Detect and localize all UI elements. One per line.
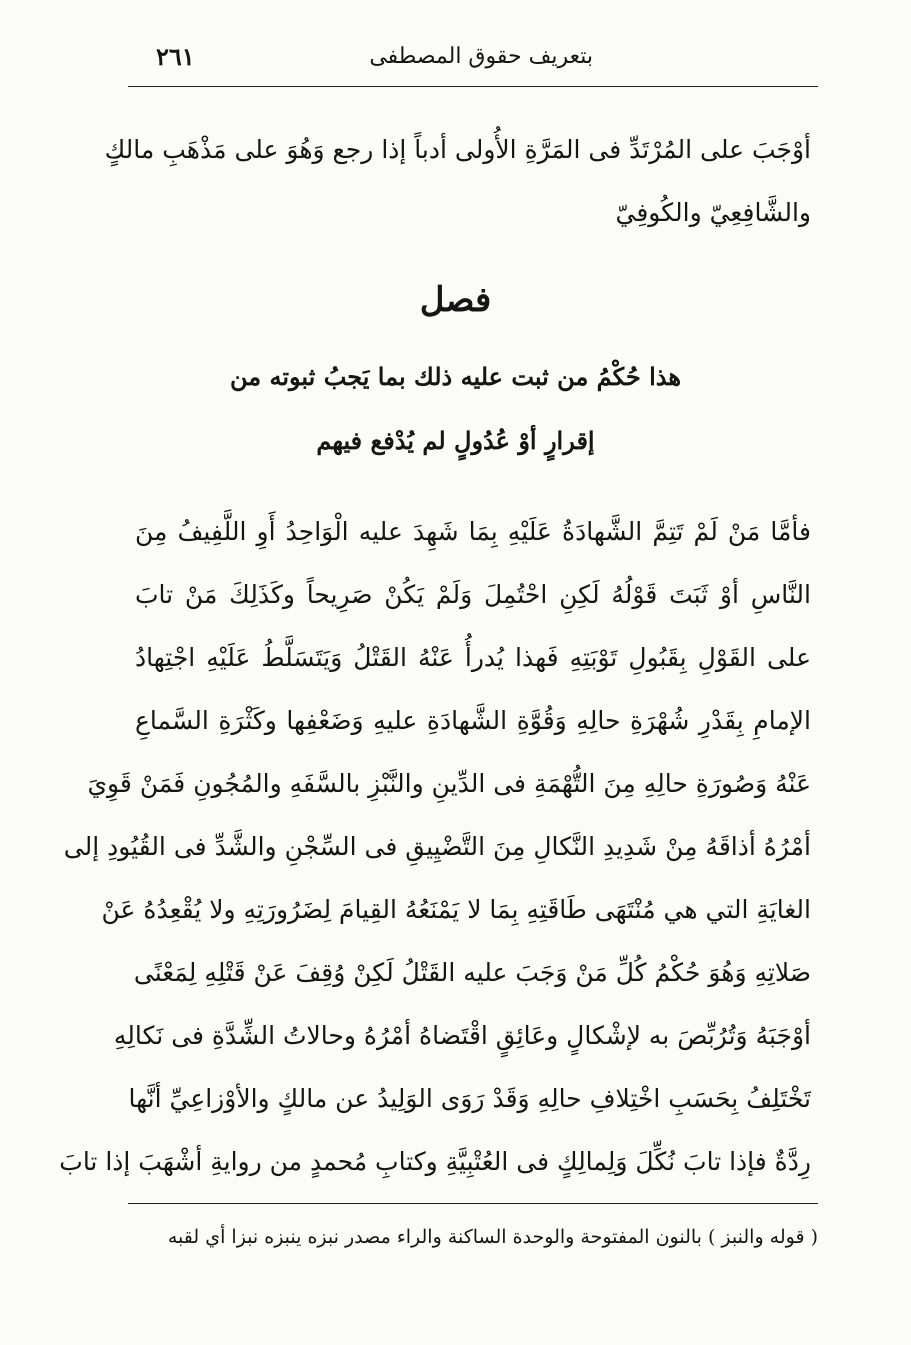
page-number: ٢٦١ (156, 42, 195, 71)
body-paragraph (59, 500, 811, 1193)
text-line: تَخْتَلِفُ بِحَسَبِ اخْتِلافِ حالِهِ وَقَدْ رَوَى الوَلِيدُ عن مالكٍ والأوْزاعِيِّ أنَّها (128, 1084, 811, 1113)
text-line: النَّاسِ أوْ ثَبَتَ قَوْلُهُ لَكِنِ احْتُمِلَ وَلَمْ يَكُنْ صَرِيحاً وكَذَلِكَ مَنْ تابَ (135, 580, 811, 609)
section-subheading: إقرارٍ أوْ عُدُولٍ لم يُدْفع فيهم (316, 426, 595, 455)
running-title: بتعريف حقوق المصطفى (369, 44, 593, 69)
footnote-rule (128, 1203, 818, 1204)
text-line: على القَوْلِ بِقَبُولِ تَوْبَتِهِ فَهذا يُدرأُ عَنْهُ القَتْلُ وَيَتَسَلَّطُ عَلَيْهِ اجْتِهادُ (135, 643, 811, 672)
text-line: أوْجَبَهُ وَتُرُبِّصَ به لإشْكالٍ وعَائِقٍ اقْتَضاهُ أمْرُهُ وحالاتُ الشِّدَّةِ فى نَكالِهِ (113, 1021, 811, 1050)
header-rule (128, 86, 818, 87)
text-line: الغايَةِ التي هي مُنْتَهَى طَاقَتِهِ بِمَا لا يَمْنَعُهُ القِيامَ لِضَرُورَتِهِ ولا يُقْعِدُهُ عَنْ (101, 895, 811, 924)
intro-paragraph (104, 118, 811, 244)
footnote: ( قوله والنبز ) بالنون المفتوحة والوحدة الساكنة والراء مصدر نبزه ينبزه نبزا أي لقبه (167, 1226, 818, 1248)
text-line: صَلاتِهِ وَهُوَ حُكْمُ كُلِّ مَنْ وَجَبَ عليه القَتْلُ لَكِنْ وُقِفَ عَنْ قَتْلِهِ لِمَعْنًى (133, 958, 811, 987)
section-subheading: هذا حُكْمُ من ثبت عليه ذلك بما يَجبُ ثبوته من (230, 362, 681, 391)
text-line: عَنْهُ وَصُورَةِ حالِهِ مِنَ التُّهْمَةِ فى الدِّينِ والنَّبْزِ بالسَّفَهِ والمُجُونِ فَمَنْ قَوِيَ (87, 769, 811, 798)
text-line: والشَّافِعِيّ والكُوفِيّ (615, 198, 811, 227)
text-line: أوْجَبَ على المُرْتَدِّ فى المَرَّةِ الأُولى أدباً إذا رجع وَهُوَ على مَذْهَبِ مالكٍ (104, 135, 811, 164)
text-line: أمْرُهُ أذاقَهُ مِنْ شَدِيدِ النَّكالِ مِنَ التَّضْيِيقِ فى السِّجْنِ والشَّدِّ فى القُيُودِ إلى (63, 832, 811, 861)
text-line: رِدَّةٌ فإذا تابَ نُكِّلَ وَلِمالِكٍ فى العُتْبِيَّةِ وكتابِ مُحمدٍ من روايةِ أشْهَبَ إذا تابَ (59, 1147, 811, 1176)
page-header (128, 40, 818, 84)
text-line: الإمامِ بِقَدْرِ شُهْرَةِ حالِهِ وَقُوَّةِ الشَّهادَةِ عليهِ وَضَعْفِها وكَثْرَةِ السَّماعِ (135, 706, 811, 735)
section-heading: فصل (419, 280, 492, 320)
text-line: فأمَّا مَنْ لَمْ تَتِمَّ الشَّهادَةُ عَلَيْهِ بِمَا شَهِدَ عليه الْوَاحِدُ أَوِ اللَّفِيفُ مِنَ (135, 517, 811, 546)
